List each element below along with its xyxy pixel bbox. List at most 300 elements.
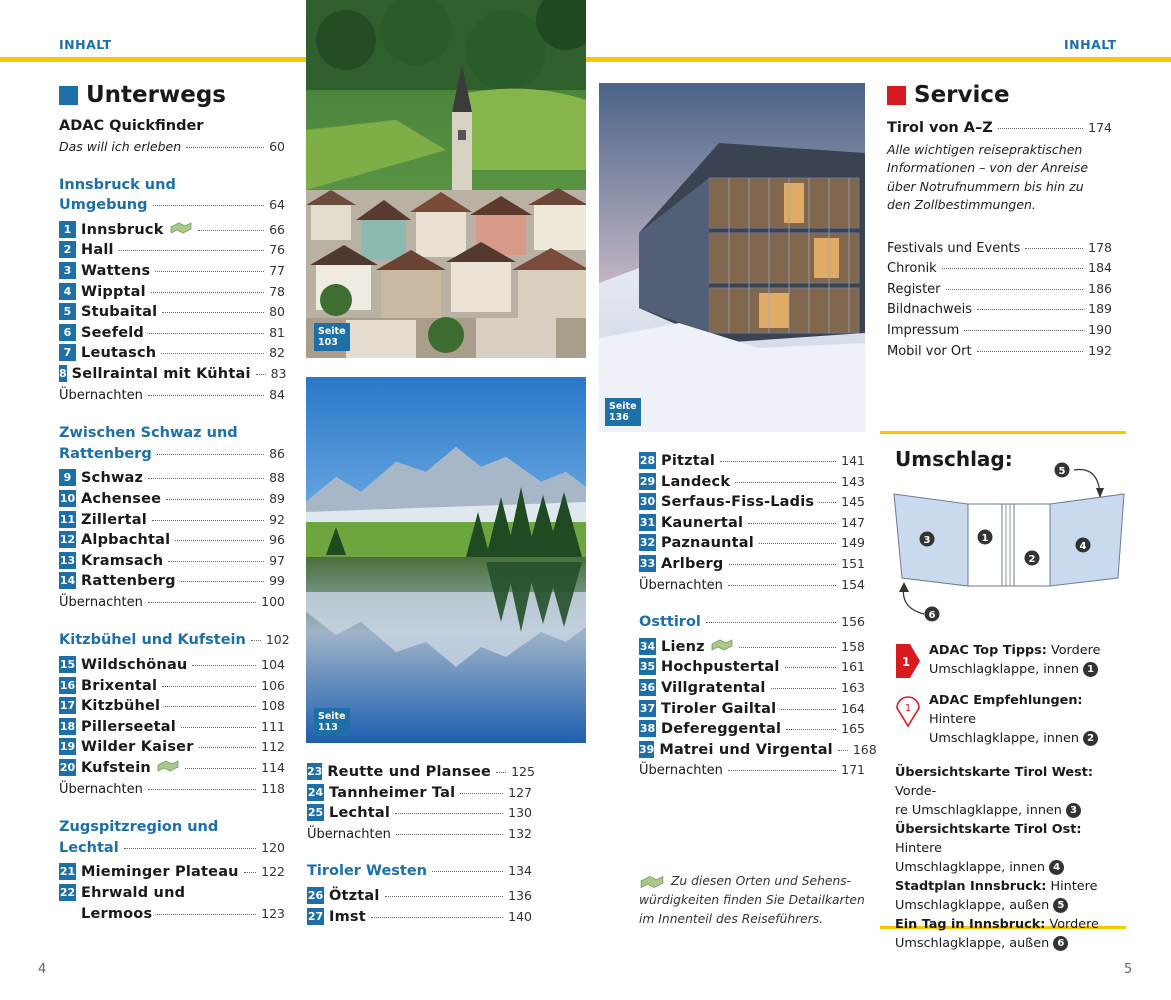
dot-leader (977, 309, 1083, 310)
svg-text:1: 1 (981, 533, 989, 544)
entry-page-number: 80 (269, 304, 285, 320)
entry-page-number: 89 (269, 490, 285, 506)
entry-title: Achensee (81, 490, 162, 507)
dot-leader (946, 289, 1084, 290)
dot-leader (942, 268, 1083, 269)
dot-leader (735, 482, 836, 483)
dot-leader (162, 312, 264, 313)
service-item[interactable] (887, 281, 1112, 302)
dot-leader (148, 478, 264, 479)
top-tipps-text: ADAC Top Tipps: Vordere Umschlagklappe, innen 1 (929, 643, 1101, 677)
entry-number-badge: 9 (59, 469, 76, 486)
group-row-innsbruck[interactable] (59, 197, 285, 218)
entry-page-number: 104 (261, 657, 285, 673)
entry-page-number: 184 (1088, 260, 1112, 276)
entry-page-number: 76 (269, 242, 285, 258)
header-left: INHALT (59, 37, 112, 52)
dot-leader (998, 128, 1083, 129)
dot-leader (781, 709, 836, 710)
group-title-schwaz[interactable]: Zwischen Schwaz und (59, 425, 238, 442)
entry-title: Rattenberg (59, 445, 152, 462)
page-number-left: 4 (38, 962, 47, 977)
entry-number-badge: 37 (639, 701, 656, 715)
entry-page-number: 186 (1088, 280, 1112, 296)
dot-leader (151, 292, 264, 293)
entry-page-number: 106 (261, 677, 285, 693)
entry-number-badge: 21 (59, 865, 76, 879)
toc-entry[interactable] (307, 805, 532, 826)
dot-leader (385, 896, 504, 897)
svg-text:3: 3 (923, 535, 931, 546)
service-item[interactable] (887, 301, 1112, 322)
entry-title: Hall (81, 242, 114, 259)
entry-page-number: 178 (1088, 239, 1112, 255)
map-entry[interactable]: Ein Tag in Innsbruck: Vordere Umschlagklappe, außen 6 (895, 917, 1099, 951)
dot-leader (157, 454, 264, 455)
entry-page-number: 156 (841, 614, 865, 630)
entry-page-number: 114 (261, 760, 285, 776)
entry-page-number: 130 (508, 805, 532, 821)
entry-page-number: 158 (841, 638, 865, 654)
toc-entry[interactable] (639, 453, 865, 474)
entry-number-badge: 10 (59, 491, 76, 505)
entry-number-badge: 16 (59, 678, 76, 692)
dot-leader (786, 729, 836, 730)
entry-title: Innsbruck (81, 221, 164, 238)
seite-badge: Seite 103 (314, 323, 350, 351)
entry-title: Hochpustertal (661, 659, 780, 676)
toc-overnight[interactable] (639, 762, 865, 783)
entry-number-badge: 27 (307, 909, 324, 923)
dot-leader (198, 230, 265, 231)
entry-number-badge: 26 (307, 888, 324, 902)
service-item[interactable] (887, 343, 1112, 364)
entry-title: Übernachten (639, 577, 723, 593)
dot-leader (152, 520, 264, 521)
map-entry[interactable]: Übersichtskarte Tirol West: Vorde- re Umschlagklappe, innen 3 (895, 765, 1093, 818)
entry-number-badge: 6 (59, 324, 76, 341)
dot-leader (748, 523, 836, 524)
entry-title: Sellraintal mit Kühtai (71, 365, 251, 382)
dot-leader (838, 750, 848, 751)
dot-leader (199, 747, 257, 748)
entry-title: Festivals und Events (887, 240, 1021, 256)
entry-number-badge: 11 (59, 512, 76, 526)
service-toc (887, 120, 1112, 363)
toc-entry[interactable] (639, 701, 865, 722)
dot-leader (759, 543, 836, 544)
section-title-service: Service (887, 82, 1010, 108)
group-row-osttirol[interactable] (639, 614, 865, 635)
entry-page-number: 143 (841, 473, 865, 489)
seite-badge: Seite 136 (605, 398, 641, 426)
top-tipps-icon (894, 642, 922, 680)
entry-title: Das will ich erleben (59, 139, 182, 154)
entry-title: Arlberg (661, 555, 724, 572)
service-item[interactable] (887, 260, 1112, 281)
dot-leader (185, 768, 256, 769)
entry-number-badge: 2 (59, 241, 76, 258)
entry-page-number: 66 (269, 221, 285, 237)
entry-page-number: 92 (269, 511, 285, 527)
entry-title: Chronik (887, 261, 937, 277)
entry-title: Übernachten (307, 826, 391, 842)
entry-page-number: 149 (841, 535, 865, 551)
photo-glass-building (599, 83, 865, 432)
entry-page-number: 123 (261, 905, 285, 921)
toc-entry[interactable] (59, 491, 285, 512)
dot-leader (165, 706, 256, 707)
toc-column-3 (639, 453, 877, 783)
entry-number-badge: 7 (59, 344, 76, 361)
entry-title: Villgratental (661, 679, 766, 696)
detail-map-icon (156, 760, 180, 772)
toc-entry[interactable] (59, 573, 285, 594)
toc-overnight[interactable] (307, 826, 532, 847)
entry-title: Lienz (661, 638, 705, 655)
dot-leader (728, 770, 836, 771)
service-az-row[interactable] (887, 120, 1112, 141)
dot-leader (1025, 248, 1083, 249)
dot-leader (977, 351, 1084, 352)
toc-entry[interactable] (639, 741, 877, 763)
toc-entry[interactable] (59, 719, 285, 740)
toc-entry-cont[interactable] (59, 906, 285, 927)
entry-number-badge: 30 (639, 495, 656, 509)
group-title-zugspitz[interactable]: Zugspitzregion und (59, 819, 219, 836)
dot-leader (460, 793, 503, 794)
toc-entry[interactable] (59, 698, 285, 719)
dot-leader (148, 395, 264, 396)
entry-title: Seefeld (81, 324, 145, 341)
entry-page-number: 151 (841, 555, 865, 571)
entry-page-number: 60 (269, 139, 285, 154)
entry-number-badge: 36 (639, 680, 656, 694)
toc-entry[interactable] (307, 764, 535, 785)
dot-leader (181, 581, 264, 582)
entry-number-badge: 34 (639, 639, 656, 653)
dot-leader (161, 353, 264, 354)
dot-leader (166, 499, 264, 500)
lake-image (306, 377, 586, 743)
dot-leader (371, 917, 503, 918)
entry-title: Alpbachtal (81, 532, 171, 549)
svg-text:2: 2 (1028, 554, 1036, 565)
entry-title: Kitzbühel und Kufstein (59, 632, 246, 649)
section-title-unterwegs: Unterwegs (59, 82, 226, 108)
entry-title: Kramsach (81, 552, 164, 569)
toc-entry[interactable] (59, 885, 285, 906)
entry-title: Register (887, 281, 941, 297)
entry-page-number: 77 (269, 262, 285, 278)
toc-entry[interactable] (639, 535, 865, 556)
header-right: INHALT (1064, 37, 1117, 52)
entry-page-number: 102 (265, 632, 290, 648)
photo-village (306, 0, 586, 358)
toc-overnight[interactable] (59, 594, 285, 615)
header-rule-right (586, 57, 1171, 62)
dot-leader (728, 585, 836, 586)
dot-leader (729, 564, 837, 565)
service-item[interactable] (887, 240, 1112, 261)
entry-page-number: 122 (261, 864, 285, 880)
entry-page-number: 168 (852, 741, 877, 757)
entry-title: Übernachten (59, 594, 143, 610)
entry-page-number: 161 (841, 659, 865, 675)
map-entry[interactable]: Übersichtskarte Tirol Ost: Hintere Umschlagklappe, innen 4 (895, 822, 1082, 875)
entry-page-number: 147 (841, 514, 865, 530)
entry-title: Impressum (887, 322, 960, 338)
entry-number-badge: 20 (59, 761, 76, 775)
dot-leader (124, 848, 256, 849)
entry-page-number: 97 (269, 552, 285, 568)
umschlag-title: Umschlag: (895, 447, 1013, 471)
toc-entry[interactable] (307, 785, 532, 806)
entry-title: Reutte und Plansee (327, 764, 492, 780)
entry-title: Stubaital (81, 304, 158, 321)
toc-entry[interactable] (59, 512, 285, 533)
entry-page-number: 136 (508, 887, 532, 903)
dot-leader (162, 686, 256, 687)
entry-page-number: 86 (269, 445, 285, 461)
red-square-icon (887, 86, 906, 105)
entry-page-number: 190 (1088, 321, 1112, 337)
entry-page-number: 82 (269, 345, 285, 361)
photo-lake (306, 377, 586, 743)
group-title-innsbruck[interactable]: Innsbruck und (59, 176, 176, 193)
entry-number-badge: 33 (639, 556, 656, 570)
entry-number-badge: 28 (639, 454, 656, 467)
dot-leader (244, 872, 256, 873)
entry-title: Wildschönau (81, 657, 188, 674)
dot-leader (720, 461, 836, 462)
entry-title: Ehrwald und (81, 885, 186, 901)
toc-entry[interactable] (639, 721, 865, 742)
entry-page-number: 112 (261, 739, 285, 755)
entry-number-badge: 13 (59, 553, 76, 567)
service-az-desc: Alle wichtigen reisepraktischen Informationen – von der Anreise über Notrufnummern bis hin zu den Zollbestimmungen. (887, 141, 1089, 213)
entry-number-badge: 17 (59, 699, 76, 713)
empfehlungen-text: ADAC Empfehlungen: Hintere Umschlagklappe, innen 2 (929, 691, 1124, 748)
toc-entry[interactable] (59, 739, 285, 760)
toc-entry[interactable] (59, 532, 285, 553)
entry-page-number: 108 (261, 698, 285, 714)
entry-title: Tiroler Gailtal (661, 700, 777, 717)
group-row-tiroler-westen[interactable] (307, 863, 532, 884)
maps-list (895, 763, 1125, 953)
entry-number-badge: 5 (59, 303, 76, 320)
toc-entry[interactable] (59, 304, 285, 325)
dot-leader (819, 502, 836, 503)
page-number-right: 5 (1124, 962, 1133, 977)
entry-title: Leutasch (81, 345, 157, 362)
toc-entry[interactable] (59, 284, 285, 305)
dot-leader (785, 667, 837, 668)
entry-number-badge: 3 (59, 262, 76, 279)
entry-page-number: 78 (269, 283, 285, 299)
entry-title: Übernachten (639, 763, 723, 779)
dot-leader (771, 688, 837, 689)
entry-number-badge: 18 (59, 719, 76, 733)
toc-entry[interactable] (59, 864, 285, 885)
dot-leader (119, 250, 264, 251)
entry-page-number: 189 (1088, 301, 1112, 317)
toc-overnight[interactable] (59, 387, 285, 408)
detail-map-icon (639, 875, 665, 889)
entry-page-number: 88 (269, 470, 285, 486)
toc-column-1 (59, 118, 290, 926)
entry-page-number: 118 (261, 780, 285, 796)
toc-entry[interactable] (639, 680, 865, 701)
dot-leader (192, 665, 256, 666)
entry-number-badge: 38 (639, 722, 656, 736)
cover-fold-diagram (888, 458, 1128, 628)
glass-building-image (599, 83, 865, 432)
dot-leader (149, 333, 264, 334)
entry-page-number: 192 (1088, 342, 1112, 358)
entry-title: Kufstein (81, 760, 151, 777)
entry-title: Lechtal (59, 839, 119, 856)
quickfinder-row[interactable] (59, 139, 285, 160)
entry-page-number: 165 (841, 721, 865, 737)
dot-leader (964, 330, 1083, 331)
entry-page-number: 141 (841, 453, 865, 468)
dot-leader (496, 772, 506, 773)
dot-leader (256, 374, 266, 375)
entry-page-number: 83 (270, 365, 287, 381)
entry-title: Tiroler Westen (307, 863, 428, 880)
entry-page-number: 145 (841, 494, 865, 510)
entry-title: Tirol von A–Z (887, 120, 993, 136)
entry-title: Osttirol (639, 614, 701, 631)
entry-title: Übernachten (59, 387, 143, 403)
toc-entry[interactable] (59, 325, 285, 346)
toc-entry[interactable] (59, 263, 285, 284)
entry-number-badge: 15 (59, 658, 76, 672)
svg-text:5: 5 (1058, 466, 1066, 477)
entry-page-number: 174 (1088, 120, 1112, 135)
entry-number-badge: 39 (639, 742, 655, 756)
entry-page-number: 84 (269, 386, 285, 402)
quickfinder-title[interactable]: ADAC Quickfinder (59, 118, 204, 134)
toc-entry[interactable] (59, 242, 285, 263)
toc-entry[interactable] (639, 515, 865, 536)
toc-entry[interactable] (59, 553, 285, 574)
entry-page-number: 64 (269, 197, 285, 213)
entry-number-badge: 31 (639, 515, 656, 529)
toc-entry[interactable] (59, 366, 285, 387)
toc-overnight[interactable] (639, 577, 865, 598)
toc-entry[interactable] (307, 888, 532, 909)
entry-page-number: 171 (841, 762, 865, 778)
entry-title: Serfaus-Fiss-Ladis (661, 494, 815, 511)
entry-page-number: 99 (269, 573, 285, 589)
dot-leader (186, 147, 264, 148)
toc-entry[interactable] (59, 760, 285, 781)
umschlag-rule-top (880, 431, 1126, 434)
entry-title: Imst (329, 908, 366, 925)
entry-title: Wilder Kaiser (81, 739, 194, 756)
dot-leader (706, 622, 836, 623)
entry-page-number: 125 (511, 764, 535, 779)
entry-page-number: 127 (508, 784, 532, 800)
entry-title: Wipptal (81, 283, 146, 300)
header-rule-left (0, 57, 306, 62)
toc-entry[interactable] (639, 659, 865, 680)
entry-title: Mieminger Plateau (81, 864, 239, 881)
svg-text:4: 4 (1079, 541, 1087, 552)
toc-entry[interactable] (307, 909, 532, 930)
entry-title: Lechtal (329, 805, 391, 822)
entry-title: Wattens (81, 262, 151, 279)
entry-page-number: 100 (261, 593, 285, 609)
entry-number-badge: 29 (639, 474, 656, 488)
svg-text:6: 6 (928, 610, 936, 621)
toc-entry[interactable] (639, 556, 865, 577)
toc-entry[interactable] (639, 474, 865, 495)
entry-title: Paznauntal (661, 535, 754, 552)
toc-entry[interactable] (59, 657, 285, 678)
dot-leader (395, 813, 503, 814)
group-row-schwaz[interactable] (59, 446, 285, 467)
dot-leader (739, 647, 836, 648)
entry-number-badge: 4 (59, 283, 76, 300)
entry-page-number: 96 (269, 532, 285, 548)
dot-leader (155, 271, 264, 272)
toc-column-2 (307, 764, 535, 929)
entry-title: Kitzbühel (81, 698, 161, 715)
entry-number-badge: 35 (639, 660, 656, 674)
detail-map-icon (169, 222, 193, 234)
group-row-kitzbuehel[interactable] (59, 632, 290, 653)
entry-page-number: 164 (841, 700, 865, 716)
entry-number-badge: 8 (59, 366, 67, 380)
dot-leader (181, 727, 256, 728)
entry-title: Pitztal (661, 453, 716, 469)
dot-leader (153, 205, 265, 206)
entry-title: Schwaz (81, 470, 144, 487)
toc-entry[interactable] (59, 678, 285, 699)
entry-title: Matrei und Virgental (659, 741, 833, 758)
entry-number-badge: 23 (307, 765, 323, 778)
entry-page-number: 154 (841, 576, 865, 592)
dot-leader (148, 789, 256, 790)
entry-title: Kaunertal (661, 514, 744, 531)
entry-page-number: 140 (508, 908, 532, 924)
entry-title: Bildnachweis (887, 302, 973, 318)
detail-map-icon (710, 639, 734, 651)
dot-leader (157, 914, 256, 915)
village-image (306, 0, 586, 358)
toc-entry[interactable] (639, 494, 865, 515)
map-entry[interactable]: Stadtplan Innsbruck: Hintere Umschlagklappe, außen 5 (895, 879, 1098, 913)
group-row-zugspitz[interactable] (59, 840, 285, 861)
seite-badge: Seite 113 (314, 708, 350, 736)
toc-entry[interactable] (59, 470, 285, 491)
blue-square-icon (59, 86, 78, 105)
svg-text:1: 1 (904, 703, 912, 714)
entry-title: Brixental (81, 677, 158, 694)
dot-leader (148, 602, 256, 603)
entry-number-badge: 12 (59, 533, 76, 547)
toc-entry[interactable] (639, 639, 865, 660)
toc-entry[interactable] (59, 345, 285, 366)
toc-entry[interactable] (59, 222, 285, 243)
toc-overnight[interactable] (59, 781, 285, 802)
map-legend-note: Zu diesen Orten und Sehens- würdigkeiten finden Sie Detailkarten im Innenteil des Reiseführers. (639, 874, 865, 926)
service-item[interactable] (887, 322, 1112, 343)
dot-leader (168, 561, 264, 562)
